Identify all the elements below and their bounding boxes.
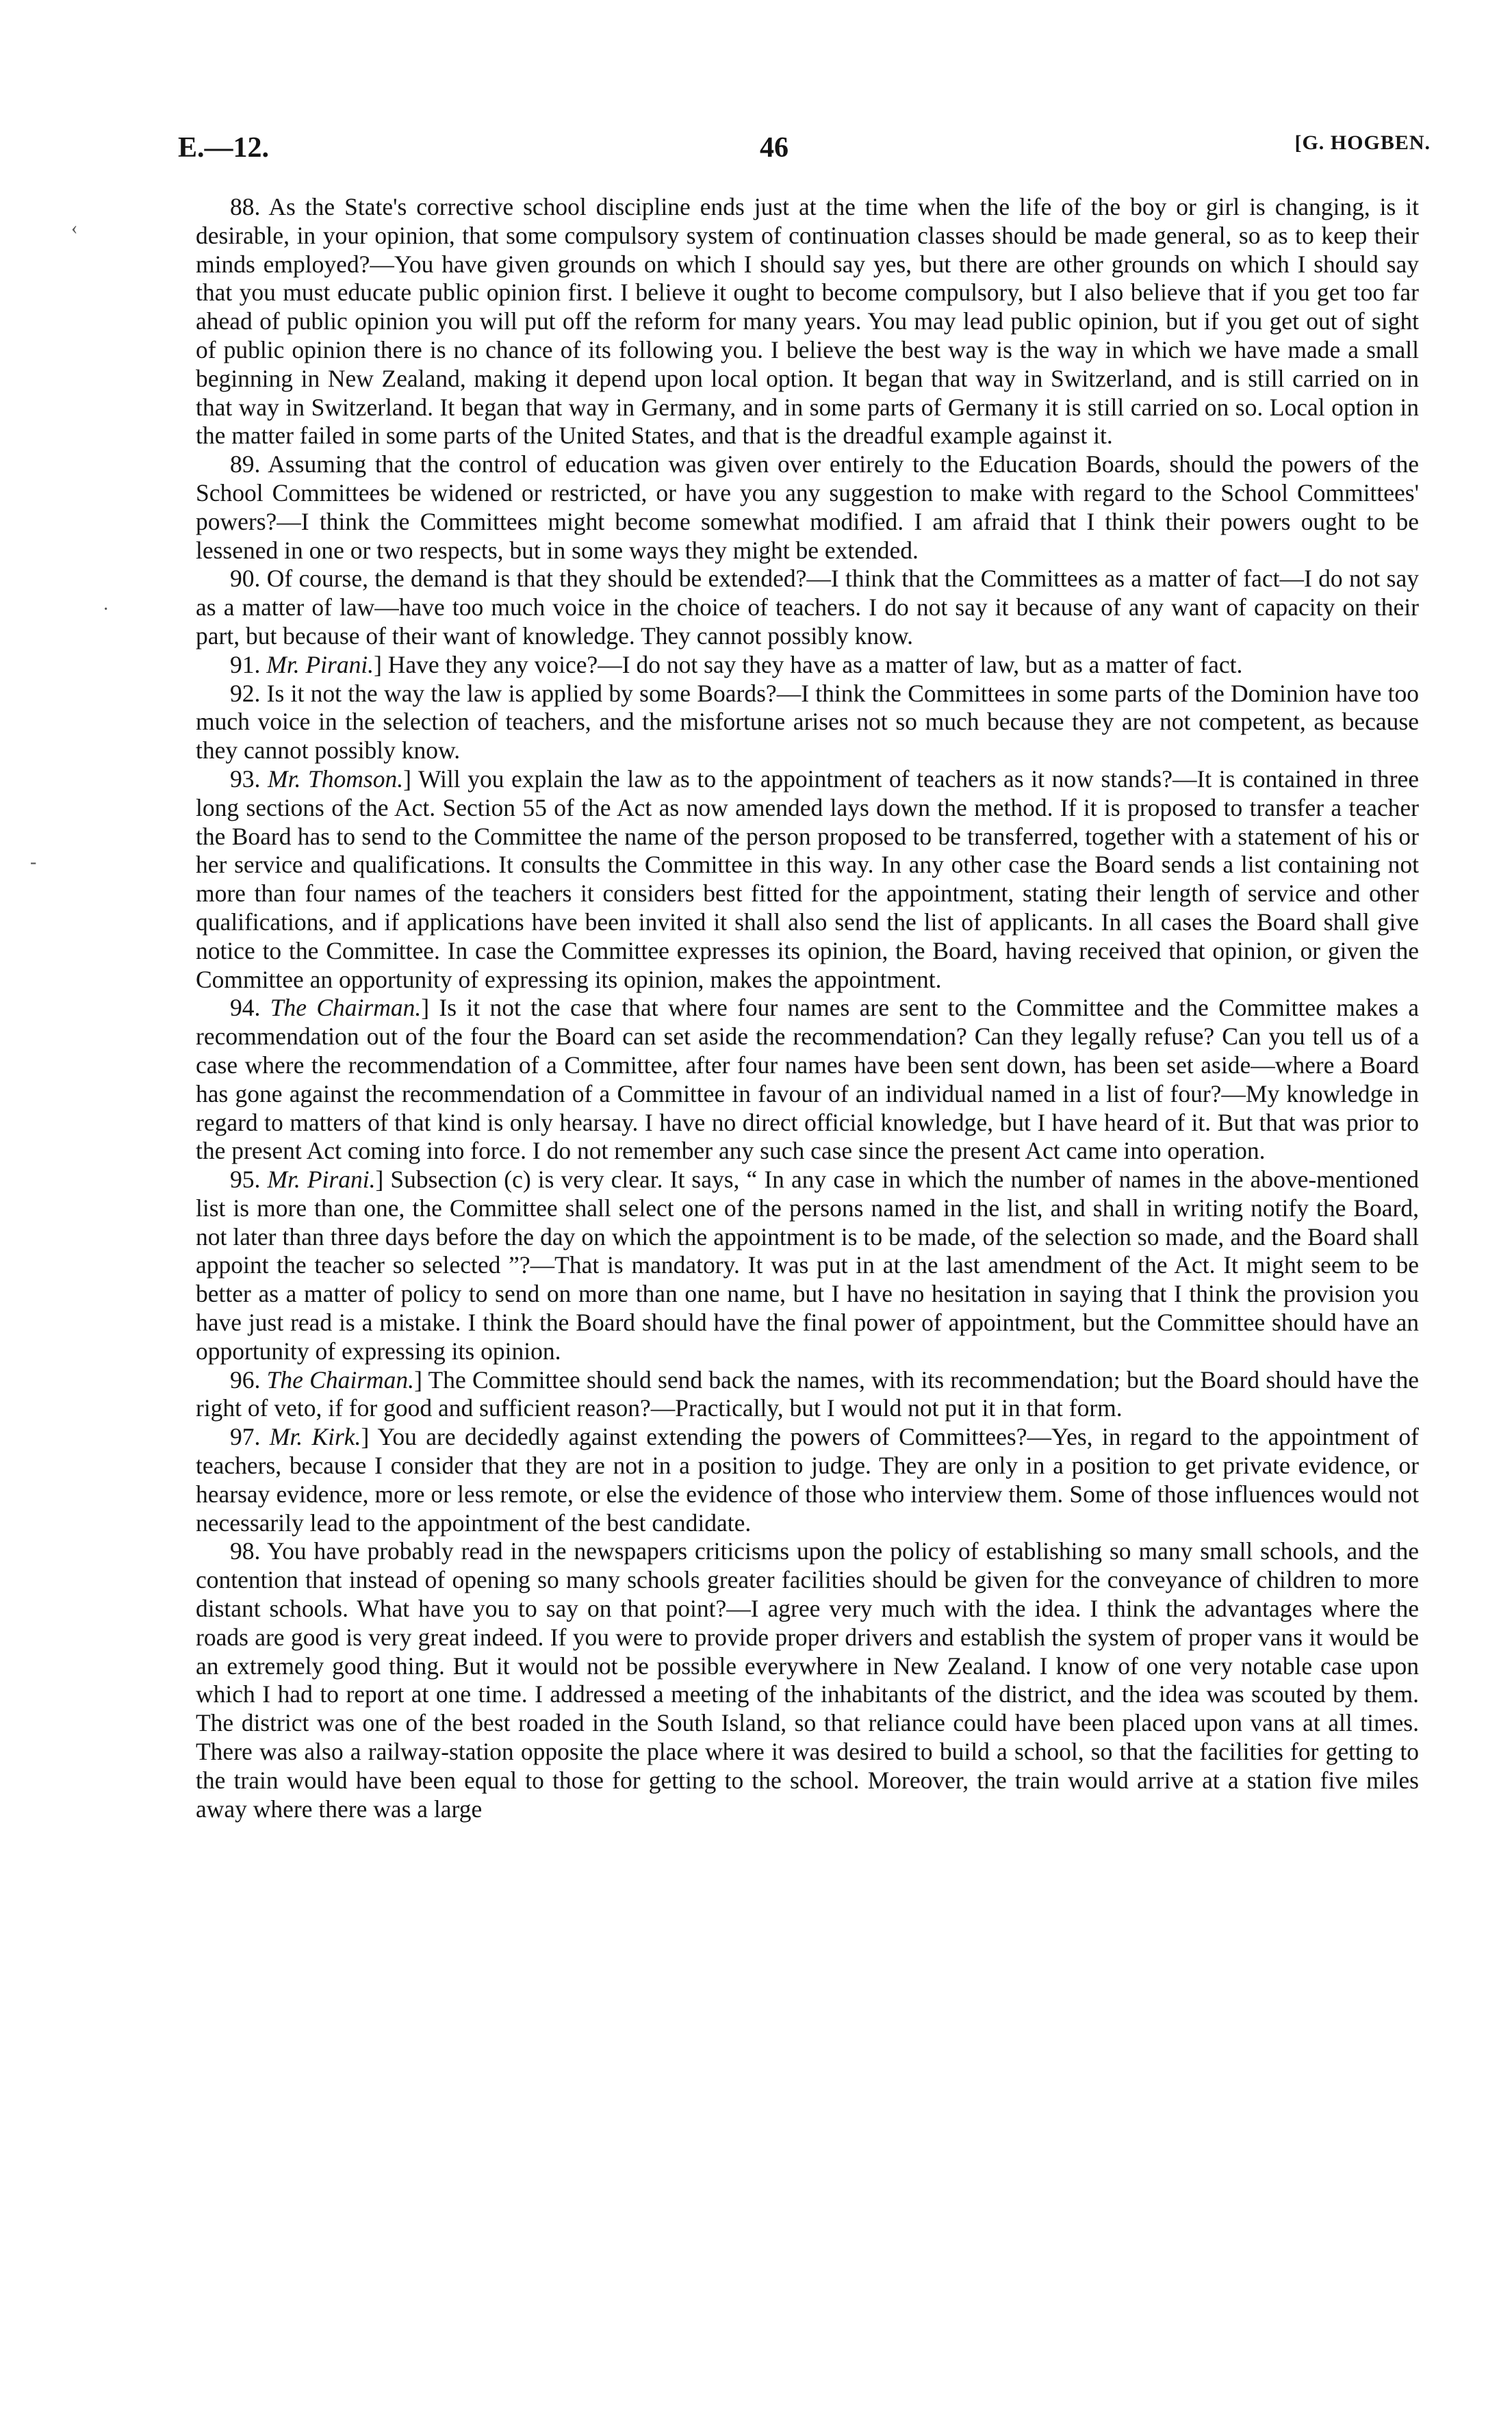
paragraph-text: Have they any voice?—I do not say they have as a matter of law, but as a matter of fact. bbox=[387, 650, 1243, 678]
paragraph-number: 98. bbox=[230, 1537, 261, 1565]
paragraph-text: You have probably read in the newspapers criticisms upon the policy of establishing so many small schools, and the contention that instead of opening so many schools greater facilities should be given for the conveyance of children to more distant schools. What have you to say on that point?—I agree very much with the idea. I think the advantages where the roads are good is very great indeed. If you were to provide proper drivers and establish the system of proper vans it would be an extremely good thing. But it would not be possible everywhere in New Zealand. I know of one very notable case upon which I had to report at one time. I addressed a meeting of the inhabitants of the district, and the idea was scouted by them. The district was one of the best roaded in the South Island, so that reliance could have been placed upon vans at all times. There was also a railway-station opposite the place where it was desired to build a school, so that the facilities for getting to the train would have been equal to those for getting to the school. Moreover, the train would arrive at a station five miles away where there was a large bbox=[196, 1537, 1419, 1823]
paragraph-number: 90. bbox=[230, 565, 261, 593]
paragraph-text: Assuming that the control of education was given over entirely to the Education Boards, should the powers of the School Committees be widened or restricted, or have you any suggestion to make with regard to the School Committees' powers?—I think the Committees might become somewhat modified. I am afraid that I think their powers ought to be lessened in one or two respects, but in some ways they might be extended. bbox=[196, 450, 1420, 564]
paragraph-text: Is it not the way the law is applied by some Boards?—I think the Committees in some parts of the Dominion have too much voice in the selection of teachers, and the misfortune arises not so much because they are not competent, as because they cannot possibly know. bbox=[196, 679, 1419, 765]
paragraph-number: 97. bbox=[230, 1423, 261, 1451]
paragraph-text: Is it not the case that where four names are sent to the Committee and the Committee makes a recommendation out of the four the Board can set aside the recommendation? Can they legally refuse? Can you tell us of a case where the recommendation of a Committee, after four names have been sent down, has been set aside—where a Board has gone against the recommendation of a Committee in favour of an individual named in a list of four?—My knowledge in regard to matters of that kind is only hearsay. I have no direct official knowledge, but I have heard of it. But that was prior to the present Act coming into force. I do not remember any such case since the present Act came into operation. bbox=[196, 994, 1420, 1165]
speaker-name: The Chairman. bbox=[270, 994, 422, 1022]
paragraph-98 bbox=[196, 1537, 1419, 1823]
speaker-name: Mr. Kirk. bbox=[269, 1423, 361, 1451]
paragraph-93: 93. Mr. Thomson.] Will you explain the law as to the appointment of teachers as it now stands?—It is contained in three long sections of the Act. Section 55 of the Act as now amended lays down the method. If it is proposed to transfer a teacher the Board has to send to the Committee the name of the person proposed to be transferred, together with a statement of his or her service and qualifications. It consults the Committee in this way. In any other case the Board sends a list containing not more than four names of the teachers it considers best fitted for the appointment, stating their length of service and other qualifications, and if applications have been invited it shall also send the list of applicants. In all cases the Board shall give notice to the Committee. In case the Committee expresses its opinion, the Board, having received that opinion, or given the Committee an opportunity of expressing its opinion, makes the appointment. bbox=[196, 765, 1419, 993]
paragraph-89 bbox=[196, 450, 1419, 565]
paragraph-92 bbox=[196, 680, 1419, 765]
transcript-body bbox=[196, 193, 1419, 1823]
paragraph-97: 97. Mr. Kirk.] You are decidedly against extending the powers of Committees?—Yes, in regard to the appointment of teachers, because I consider that they are not in a position to judge. They are only in a position to get private evidence, or hearsay evidence, more or less remote, or else the evidence of those who interview them. Some of those influences would not necessarily lead to the appointment of the best candidate. bbox=[196, 1423, 1419, 1537]
paragraph-90 bbox=[196, 565, 1419, 650]
page-header bbox=[178, 131, 1431, 172]
paragraph-text: You are decidedly against extending the powers of Committees?—Yes, in regard to the appointment of teachers, because I consider that they are not in a position to judge. They are only in a position to get private evidence, or hearsay evidence, more or less remote, or else the evidence of those who interview them. Some of those influences would not necessarily lead to the appointment of the best candidate. bbox=[196, 1423, 1419, 1537]
paragraph-number: 88. bbox=[230, 193, 261, 220]
witness-name: [G. HOGBEN. bbox=[1294, 131, 1431, 154]
paragraph-text: Subsection (c) is very clear. It says, “ In any case in which the number of names in the above-mentioned list is more than one, the Committee shall select one of the persons named in the list, and shall in writing notify the Board, not later than three days before the day on which the appointment is to be made, of the selection so made, and the Board shall appoint the teacher so selected ”?—That is mandatory. It was put in at the last amendment of the Act. It might seem to be better as a matter of policy to send on more than one name, but I have no hesitation in saying that I think the provision you have just read is a mistake. I think the Board should have the final power of appointment, but the Committee should have an opportunity of expressing its opinion. bbox=[196, 1166, 1419, 1365]
paragraph-text: As the State's corrective school discipline ends just at the time when the life of the boy or girl is changing, is it desirable, in your opinion, that some compulsory system of continuation classes should be made general, so as to keep their minds employed?—You have given grounds on which I should say yes, but there are other grounds on which I should say that you must educate public opinion first. I believe it ought to become compulsory, but I also believe that if you get too far ahead of public opinion you will put off the reform for many years. You may lead public opinion, but if you get out of sight of public opinion there is no chance of its following you. I believe the best way is the way in which we have made a small beginning in New Zealand, making it depend upon local option. It began that way in Switzerland, and is still carried on in that way in Switzerland. It began that way in Germany, and in some parts of Germany it is still carried on so. Local option in the matter failed in some parts of the United States, and that is the dreadful example against it. bbox=[196, 193, 1419, 450]
paragraph-88 bbox=[196, 193, 1419, 450]
paragraph-95: 95. Mr. Pirani.] Subsection (c) is very clear. It says, “ In any case in which the number of names in the above-mentioned list is more than one, the Committee shall select one of the persons named in the list, and shall in writing notify the Board, not later than three days before the day on which the appointment is to be made, of the selection so made, and the Board shall appoint the teacher so selected ”?—That is mandatory. It was put in at the last amendment of the Act. It might seem to be better as a matter of policy to send on more than one name, but I have no hesitation in saying that I think the provision you have just read is a mistake. I think the Board should have the final power of appointment, but the Committee should have an opportunity of expressing its opinion. bbox=[196, 1166, 1419, 1365]
paragraph-number: 96. bbox=[230, 1365, 261, 1394]
scan-mark: · bbox=[103, 599, 110, 620]
paragraph-text: Will you explain the law as to the appointment of teachers as it now stands?—It is contained in three long sections of the Act. Section 55 of the Act as now amended lays down the method. If it is proposed to transfer a teacher the Board has to send to the Committee the name of the person proposed to be transferred, together with a statement of his or her service and qualifications. It consults the Committee in this way. In any other case the Board sends a list containing not more than four names of the teachers it considers best fitted for the appointment, stating their length of service and other qualifications, and if applications have been invited it shall also send the list of applicants. In all cases the Board shall give notice to the Committee. In case the Committee expresses its opinion, the Board, having received that opinion, or given the Committee an opportunity of expressing its opinion, makes the appointment. bbox=[196, 765, 1419, 993]
paragraph-number: 94. bbox=[230, 994, 261, 1022]
speaker-name: Mr. Thomson. bbox=[268, 765, 404, 793]
paragraph-number: 95. bbox=[230, 1166, 261, 1194]
paragraph-number: 91. bbox=[230, 650, 261, 678]
paragraph-number: 93. bbox=[230, 765, 261, 793]
page-number: 46 bbox=[760, 132, 789, 164]
scan-mark: ‹ bbox=[71, 218, 78, 239]
scan-mark: - bbox=[30, 851, 37, 873]
report-code: E.—12. bbox=[178, 132, 270, 164]
paragraph-91: 91. Mr. Pirani.] Have they any voice?—I do not say they have as a matter of law, but as a matter of fact. bbox=[230, 650, 1243, 678]
speaker-name: Mr. Pirani. bbox=[267, 1166, 376, 1194]
paragraph-94: 94. The Chairman.] Is it not the case that where four names are sent to the Committee and the Committee makes a recommendation out of the four the Board can set aside the recommendation? Can they legally refuse? Can you tell us of a case where the recommendation of a Committee, after four names have been sent down, has been set aside—where a Board has gone against the recommendation of a Committee in favour of an individual named in a list of four?—My knowledge in regard to matters of that kind is only hearsay. I have no direct official knowledge, but I have heard of it. But that was prior to the present Act coming into force. I do not remember any such case since the present Act came into operation. bbox=[196, 994, 1420, 1165]
speaker-name: The Chairman. bbox=[266, 1365, 415, 1394]
paragraph-number: 92. bbox=[230, 679, 261, 707]
paragraph-text: The Committee should send back the names, with its recommendation; but the Board should have the right of veto, if for good and sufficient reason?—Practically, but I would not put it in that form. bbox=[196, 1365, 1420, 1422]
speaker-name: Mr. Pirani. bbox=[266, 650, 374, 678]
paragraph-96: 96. The Chairman.] The Committee should send back the names, with its recommendation; but the Board should have the right of veto, if for good and sufficient reason?—Practically, but I would not put it in that form. bbox=[196, 1365, 1420, 1422]
paragraph-number: 89. bbox=[230, 450, 261, 478]
paragraph-text: Of course, the demand is that they should be extended?—I think that the Committees as a matter of fact—I do not say as a matter of law—have too much voice in the choice of teachers. I do not say it because of any want of capacity on their part, but because of their want of knowledge. They cannot possibly know. bbox=[196, 565, 1419, 650]
